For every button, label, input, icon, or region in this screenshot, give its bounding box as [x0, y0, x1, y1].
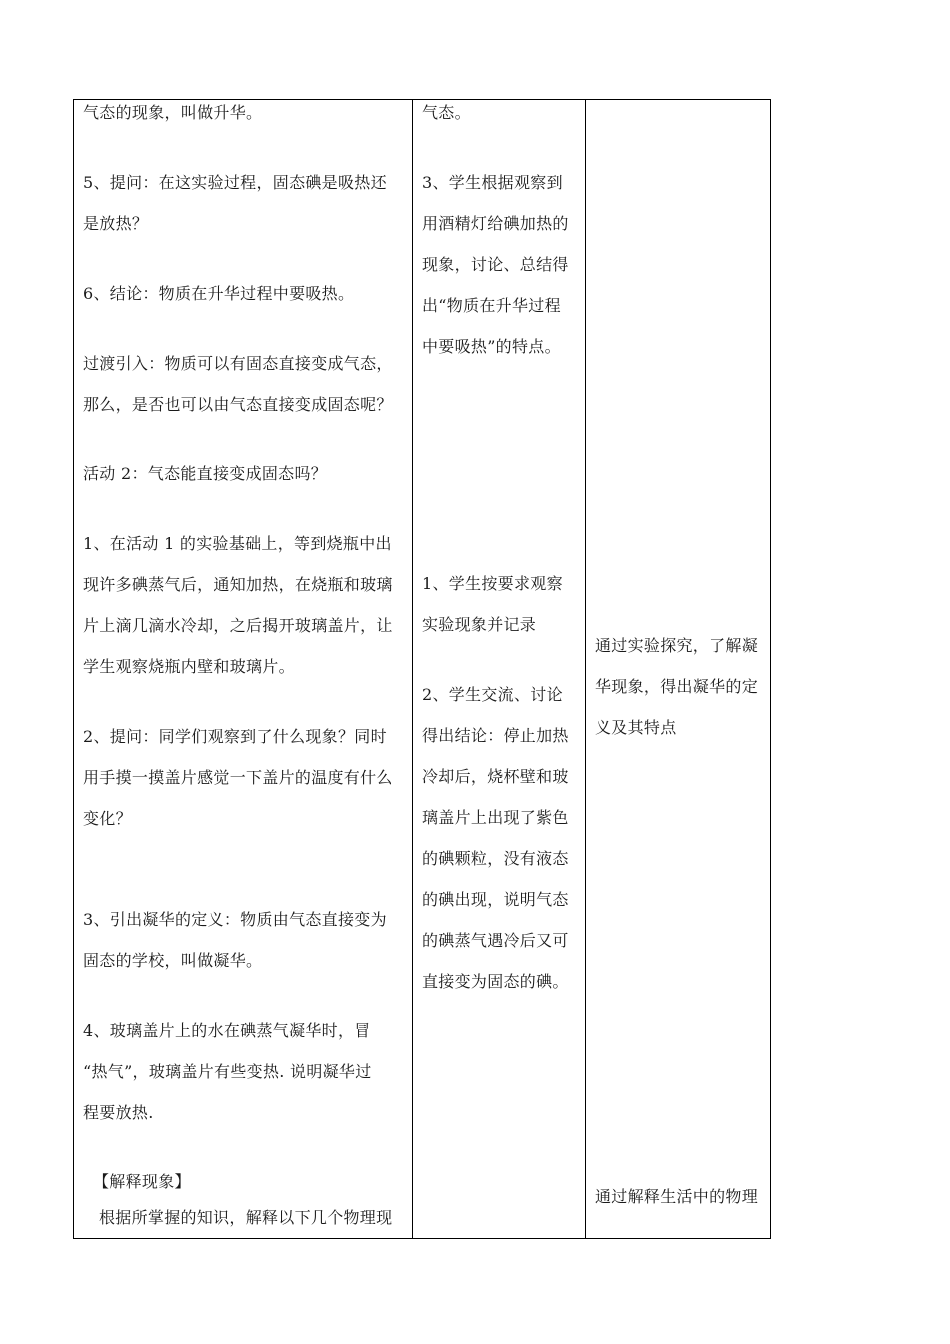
- text-line: 学生观察烧瓶内壁和玻璃片。: [83, 657, 295, 676]
- text-line: 是放热？: [83, 214, 149, 233]
- text-line: 2、学生交流、讨论: [422, 685, 563, 704]
- text-line: 现许多碘蒸气后，通知加热，在烧瓶和玻璃: [83, 575, 393, 594]
- column-divider: [585, 100, 586, 1238]
- text-line: 华现象，得出凝华的定: [595, 677, 759, 696]
- activity-heading: 活动 2：气态能直接变成固态吗？: [83, 464, 328, 483]
- text-line: 程要放热.: [83, 1103, 154, 1122]
- text-line: 3、引出凝华的定义：物质由气态直接变为: [83, 910, 387, 929]
- text-line: 冷却后，烧杯壁和玻: [422, 767, 569, 786]
- text-line: 1、在活动 1 的实验基础上，等到烧瓶中出: [83, 534, 392, 553]
- text-line: 直接变为固态的碘。: [422, 972, 569, 991]
- text-line: 现象，讨论、总结得: [422, 255, 569, 274]
- text-line: 通过解释生活中的物理: [595, 1187, 759, 1206]
- text-line: 2、提问：同学们观察到了什么现象？同时: [83, 727, 387, 746]
- text-line: 1、学生按要求观察: [422, 574, 563, 593]
- text-line: 那么，是否也可以由气态直接变成固态呢？: [83, 395, 393, 414]
- lesson-table: [73, 99, 771, 1239]
- text-line: 气态的现象，叫做升华。: [83, 103, 263, 122]
- column-divider: [412, 100, 413, 1238]
- text-line: 4、玻璃盖片上的水在碘蒸气凝华时，冒: [83, 1021, 371, 1040]
- text-line: 璃盖片上出现了紫色: [422, 808, 569, 827]
- text-line: 5、提问：在这实验过程，固态碘是吸热还: [83, 173, 387, 192]
- text-line: 出“物质在升华过程: [422, 296, 561, 315]
- text-line: 过渡引入：物质可以有固态直接变成气态，: [83, 354, 393, 373]
- text-line: 固态的学校，叫做凝华。: [83, 951, 263, 970]
- text-line: 气态。: [422, 103, 471, 122]
- text-line: 根据所掌握的知识，解释以下几个物理现: [99, 1208, 393, 1227]
- text-line: 的碘蒸气遇冷后又可: [422, 931, 569, 950]
- text-line: 的碘出现，说明气态: [422, 890, 569, 909]
- text-line: 的碘颗粒，没有液态: [422, 849, 569, 868]
- text-line: 6、结论：物质在升华过程中要吸热。: [83, 284, 355, 303]
- section-heading: 【解释现象】: [93, 1172, 191, 1191]
- text-line: 变化？: [83, 809, 132, 828]
- text-line: 用手摸一摸盖片感觉一下盖片的温度有什么: [83, 768, 393, 787]
- text-line: 义及其特点: [595, 718, 677, 737]
- text-line: 通过实验探究，了解凝: [595, 636, 759, 655]
- text-line: 中要吸热”的特点。: [422, 337, 561, 356]
- text-line: “热气”，玻璃盖片有些变热. 说明凝华过: [83, 1062, 372, 1081]
- text-line: 实验现象并记录: [422, 615, 537, 634]
- text-line: 用酒精灯给碘加热的: [422, 214, 569, 233]
- text-line: 片上滴几滴水冷却，之后揭开玻璃盖片，让: [83, 616, 393, 635]
- text-line: 3、学生根据观察到: [422, 173, 563, 192]
- text-line: 得出结论：停止加热: [422, 726, 569, 745]
